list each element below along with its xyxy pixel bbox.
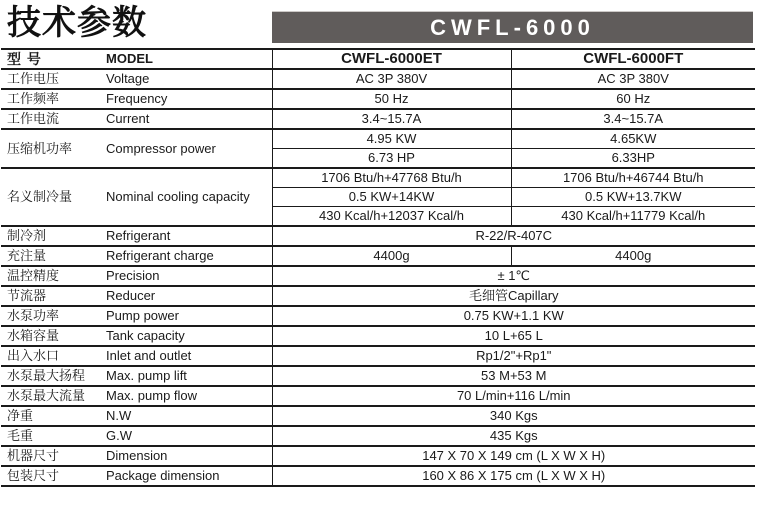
table-row-net-weight (1, 406, 755, 426)
col-header-model-b: CWFL-6000FT (511, 49, 755, 69)
row-label-en: Max. pump flow (104, 386, 272, 406)
value-model-b: 430 Kcal/h+11779 Kcal/h (511, 207, 755, 227)
row-label-en: Package dimension (104, 466, 272, 486)
table-row-nominal-cooling (1, 168, 755, 188)
table-row-pump-power (1, 306, 755, 326)
page-title: 技术参数 (7, 4, 147, 42)
value-shared: 160 X 86 X 175 cm (L X W X H) (272, 466, 755, 486)
table-row-max-pump-flow (1, 386, 755, 406)
row-label-en: Frequency (104, 89, 272, 109)
row-label-en: Nominal cooling capacity (104, 168, 272, 226)
row-label-cn: 制冷剂 (1, 226, 104, 246)
value-model-b: 60 Hz (511, 89, 755, 109)
value-model-a: 1706 Btu/h+47768 Btu/h (272, 168, 511, 188)
value-shared: Rp1/2"+Rp1" (272, 346, 755, 366)
row-label-en: Refrigerant (104, 226, 272, 246)
row-label-cn: 工作电压 (1, 69, 104, 89)
value-model-a: 4400g (272, 246, 511, 266)
row-label-cn: 充注量 (1, 246, 104, 266)
row-label-en: Dimension (104, 446, 272, 466)
col-header-en: MODEL (106, 51, 153, 66)
value-shared: 147 X 70 X 149 cm (L X W X H) (272, 446, 755, 466)
row-label-en: Max. pump lift (104, 366, 272, 386)
row-label-cn: 节流器 (1, 286, 104, 306)
value-shared: 53 M+53 M (272, 366, 755, 386)
value-shared: 毛细管Capillary (272, 286, 755, 306)
row-label-cn: 净重 (1, 406, 104, 426)
row-label-en: Compressor power (104, 129, 272, 168)
value-model-a: 6.73 HP (272, 149, 511, 169)
row-label-cn: 压缩机功率 (1, 129, 104, 168)
col-header-model-a: CWFL-6000ET (272, 49, 511, 69)
row-label-cn: 水泵功率 (1, 306, 104, 326)
row-label-cn: 毛重 (1, 426, 104, 446)
table-row-refrigerant (1, 226, 755, 246)
value-model-a: 0.5 KW+14KW (272, 188, 511, 207)
row-label-en: Current (104, 109, 272, 129)
value-shared: 435 Kgs (272, 426, 755, 446)
row-label-en: G.W (104, 426, 272, 446)
table-row-refrigerant-charge (1, 246, 755, 266)
table-row-reducer (1, 286, 755, 306)
table-row-voltage (1, 69, 755, 89)
row-label-en: Tank capacity (104, 326, 272, 346)
model-series-label: CWFL-6000 (430, 14, 595, 40)
value-model-a: 3.4~15.7A (272, 109, 511, 129)
row-label-en: Pump power (104, 306, 272, 326)
row-label-cn: 工作频率 (1, 89, 104, 109)
table-row-compressor-power (1, 129, 755, 149)
value-model-a: AC 3P 380V (272, 69, 511, 89)
spec-table (1, 48, 755, 487)
row-label-cn: 机器尺寸 (1, 446, 104, 466)
value-shared: ± 1℃ (272, 266, 755, 286)
row-label-cn: 水箱容量 (1, 326, 104, 346)
value-shared: 70 L/min+116 L/min (272, 386, 755, 406)
row-label-en: Voltage (104, 69, 272, 89)
row-label-en: Reducer (104, 286, 272, 306)
row-label-cn: 出入水口 (1, 346, 104, 366)
table-row-tank-capacity (1, 326, 755, 346)
row-label-cn: 水泵最大扬程 (1, 366, 104, 386)
row-label-cn: 名义制冷量 (1, 168, 104, 226)
table-row-inlet-outlet (1, 346, 755, 366)
row-label-cn: 包装尺寸 (1, 466, 104, 486)
row-label-en: Precision (104, 266, 272, 286)
row-label-cn: 水泵最大流量 (1, 386, 104, 406)
table-row-frequency (1, 89, 755, 109)
row-label-en: Refrigerant charge (104, 246, 272, 266)
value-model-b: 1706 Btu/h+46744 Btu/h (511, 168, 755, 188)
value-model-b: 4400g (511, 246, 755, 266)
table-row-dimension (1, 446, 755, 466)
model-series-banner (272, 11, 753, 43)
row-label-en: Inlet and outlet (104, 346, 272, 366)
table-row-max-pump-lift (1, 366, 755, 386)
row-label-en: N.W (104, 406, 272, 426)
value-shared: R-22/R-407C (272, 226, 755, 246)
value-model-b: 6.33HP (511, 149, 755, 169)
table-row-precision (1, 266, 755, 286)
row-label-cn: 工作电流 (1, 109, 104, 129)
value-model-b: 3.4~15.7A (511, 109, 755, 129)
value-model-b: AC 3P 380V (511, 69, 755, 89)
row-label-cn: 温控精度 (1, 266, 104, 286)
value-model-b: 4.65KW (511, 129, 755, 149)
table-header-row (1, 49, 755, 69)
value-shared: 340 Kgs (272, 406, 755, 426)
table-row-gross-weight (1, 426, 755, 446)
table-row-current (1, 109, 755, 129)
value-model-b: 0.5 KW+13.7KW (511, 188, 755, 207)
table-row-package-dimension (1, 466, 755, 486)
value-shared: 0.75 KW+1.1 KW (272, 306, 755, 326)
value-model-a: 430 Kcal/h+12037 Kcal/h (272, 207, 511, 227)
value-model-a: 4.95 KW (272, 129, 511, 149)
col-header-cn: 型 号 (7, 51, 42, 67)
value-shared: 10 L+65 L (272, 326, 755, 346)
value-model-a: 50 Hz (272, 89, 511, 109)
